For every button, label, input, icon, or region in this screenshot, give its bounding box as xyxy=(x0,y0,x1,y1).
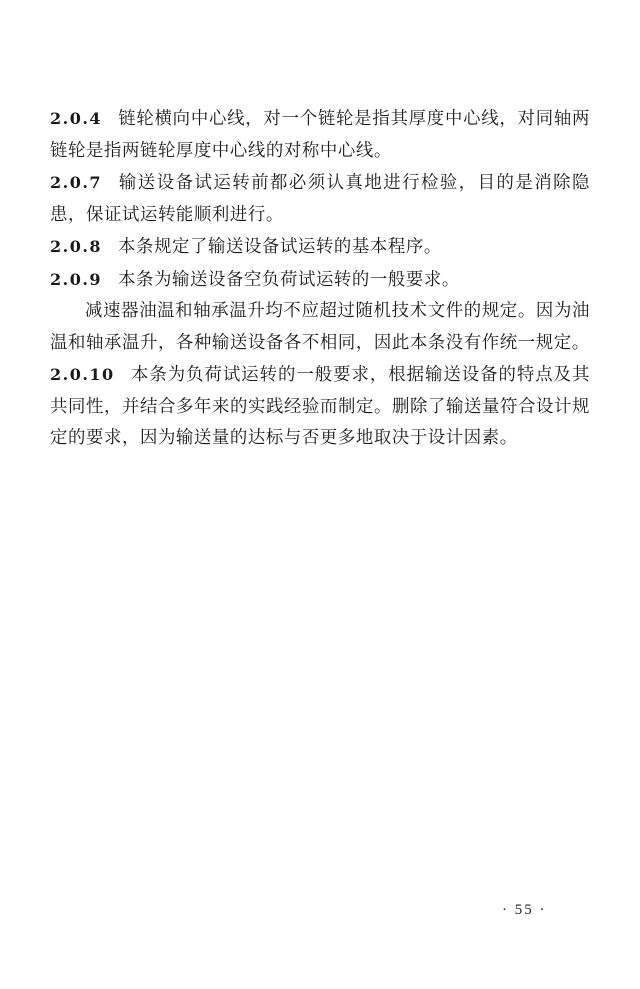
clause-2-0-4 xyxy=(50,103,590,167)
clause-number: 2.0.7 xyxy=(50,173,103,192)
page-body xyxy=(50,103,590,455)
clause-2-0-10 xyxy=(50,359,590,455)
clause-text: 输送设备试运转前都必须认真地进行检验，目的是消除隐患，保证试运转能顺利进行。 xyxy=(50,173,590,225)
clause-number: 2.0.8 xyxy=(50,237,103,256)
clause-text: 本条为负荷试运转的一般要求，根据输送设备的特点及其共同性，并结合多年来的实践经验而制定。删除了输送量符合设计规定的要求，因为输送量的达标与否更多地取决于设计因素。 xyxy=(50,365,590,448)
clause-number: 2.0.9 xyxy=(50,269,103,289)
clause-text: 链轮横向中心线，对一个链轮是指其厚度中心线，对同轴两链轮是指两链轮厚度中心线的对称中心线。 xyxy=(50,109,590,161)
clause-2-0-7 xyxy=(50,167,590,231)
clause-text: 本条规定了输送设备试运转的基本程序。 xyxy=(118,237,442,257)
clause-number: 2.0.10 xyxy=(50,365,115,384)
clause-2-0-8 xyxy=(50,231,590,264)
clause-text: 本条为输送设备空负荷试运转的一般要求。 xyxy=(118,269,460,290)
clause-number: 2.0.4 xyxy=(50,109,103,128)
clause-2-0-9-continuation: 减速器油温和轴承温升均不应超过随机技术文件的规定。因为油温和轴承温升，各种输送设备各不相同，因此本条没有作统一规定。 xyxy=(50,301,590,353)
clause-2-0-9 xyxy=(50,264,590,297)
page-number: · 55 · xyxy=(502,902,547,918)
